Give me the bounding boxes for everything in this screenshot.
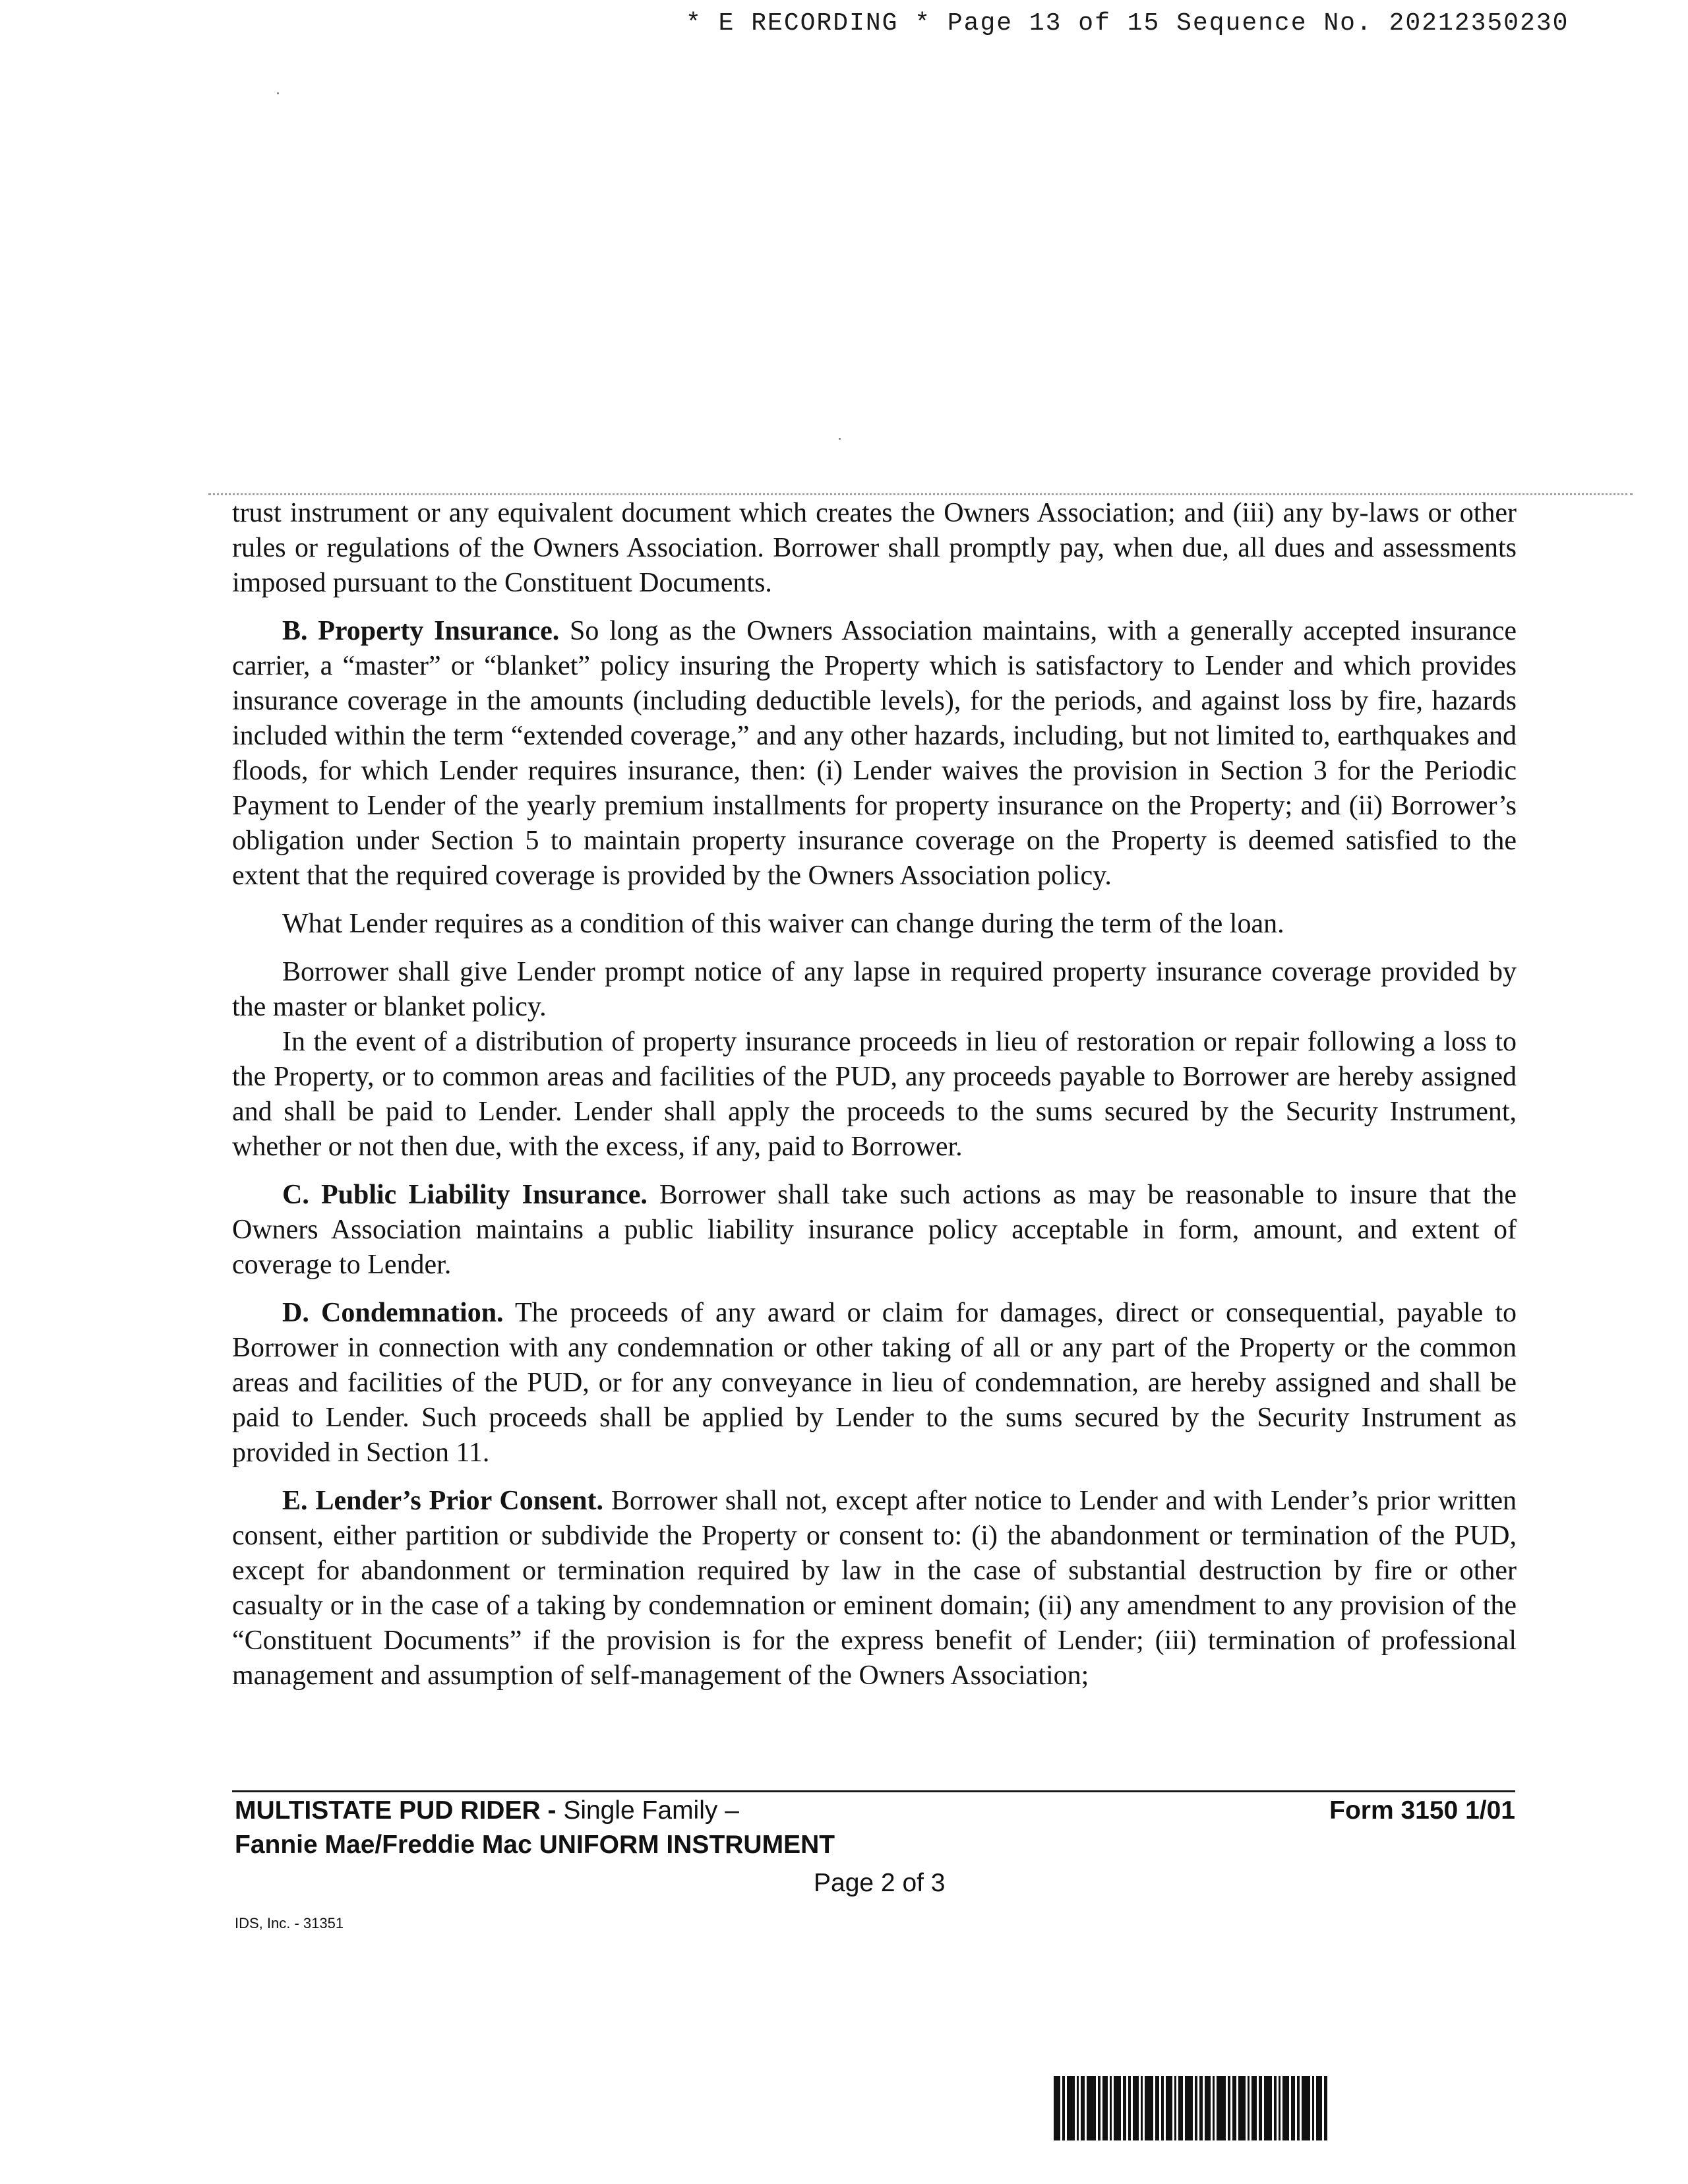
section-e-text: Borrower shall not, except after notice to Lender and with Lender’s prior written consent, either partition or subdivide the Property or consent to: (i) the abandonment or termination of the PUD, except for abandonment or termination required by law in the case of substantial destruction by fire or other casualty or in the case of a taking by condemnation or eminent domain; (ii) any amendment to any provision of the “Constituent Documents” if the provision is for the express benefit of Lender; (iii) termination of professional management and assumption of self-management of the Owners Association;: [232, 1486, 1517, 1691]
barcode-bar: [1098, 2076, 1100, 2140]
section-e-paragraph: [232, 1484, 1517, 1693]
section-b-text: So long as the Owners Association maintains, with a generally accepted insurance carrier, a “master” or “blanket” policy insuring the Property which is satisfactory to Lender and which provides insurance coverage in the amounts (including deductible levels), for the periods, and against loss by fire, hazards included within the term “extended coverage,” and any other hazards, including, but not limited to, earthquakes and floods, for which Lender requires insurance, then: (i) Lender waives the provision in Section 3 for the Periodic Payment to Lender of the yearly premium installments for property insurance on the Property; and (ii) Borrower’s obligation under Section 5 to maintain property insurance coverage on the Property is deemed satisfied to the extent that the required coverage is provided by the Owners Association policy.: [232, 616, 1517, 891]
barcode-bar: [1123, 2076, 1126, 2140]
barcode-bar: [1174, 2076, 1176, 2140]
section-b-heading: B. Property Insurance.: [282, 616, 560, 646]
barcode-bar: [1102, 2076, 1108, 2140]
barcode-bar: [1133, 2076, 1139, 2140]
document-body: [232, 496, 1517, 1693]
recording-header: * E RECORDING * Page 13 of 15 Sequence No. 20212350230: [686, 9, 1569, 38]
notice-paragraph: Borrower shall give Lender prompt notice of any lapse in required property insurance coverage provided by the master or blanket policy.: [232, 957, 1517, 1022]
barcode-bar: [1110, 2076, 1112, 2140]
footer-title-bold: MULTISTATE PUD RIDER -: [235, 1796, 557, 1825]
section-d-heading: D. Condemnation.: [282, 1298, 504, 1328]
barcode-bar: [1155, 2076, 1159, 2140]
barcode-bar: [1312, 2076, 1314, 2140]
scan-noise-line: [208, 484, 1633, 495]
footer-form-subtitle: Fannie Mae/Freddie Mac UNIFORM INSTRUMENT: [235, 1831, 835, 1859]
barcode-bar: [1087, 2076, 1096, 2140]
barcode-bar: [1161, 2076, 1164, 2140]
barcode-bar: [1264, 2076, 1272, 2140]
barcode-bar: [1114, 2076, 1121, 2140]
barcode-bar: [1195, 2076, 1197, 2140]
barcode-bar: [1077, 2076, 1079, 2140]
barcode-bar: [1213, 2076, 1215, 2140]
section-e-heading: E. Lender’s Prior Consent.: [282, 1486, 603, 1516]
barcode-bar: [1324, 2076, 1327, 2140]
barcode-bar: [1238, 2076, 1246, 2140]
barcode-bar: [1081, 2076, 1085, 2140]
barcode-bar: [1217, 2076, 1226, 2140]
section-b-paragraph: [232, 614, 1517, 894]
footer-title-light: Single Family –: [563, 1796, 739, 1825]
footer-page-number: Page 2 of 3: [814, 1869, 946, 1897]
barcode-bar: [1232, 2076, 1236, 2140]
barcode-bar: [1316, 2076, 1322, 2140]
barcode-bar: [1279, 2076, 1281, 2140]
barcode-bar: [1205, 2076, 1211, 2140]
barcode-bar: [1297, 2076, 1300, 2140]
section-c-text: Borrower shall take such actions as may be reasonable to insure that the Owners Association maintains a public liability insurance policy acceptable in form, amount, and extent of coverage to Lender.: [232, 1180, 1517, 1280]
barcode-bar: [1291, 2076, 1295, 2140]
footer-form-number: Form 3150 1/01: [1329, 1796, 1515, 1825]
scan-speck: [839, 438, 841, 440]
barcode: [1054, 2076, 1515, 2140]
scan-speck: [277, 92, 279, 94]
continuation-paragraph: trust instrument or any equivalent document which creates the Owners Association; and (iii) any by-laws or other rules or regulations of the Owners Association. Borrower shall promptly pay, when due, all dues and assessments imposed pursuant to the Constituent Documents.: [232, 498, 1517, 598]
barcode-bar: [1067, 2076, 1075, 2140]
footer-divider: [232, 1790, 1515, 1792]
footer-form-title: [235, 1796, 739, 1825]
barcode-bar: [1274, 2076, 1277, 2140]
barcode-bar: [1054, 2076, 1060, 2140]
section-d-paragraph: [232, 1296, 1517, 1471]
barcode-bar: [1062, 2076, 1065, 2140]
barcode-bar: [1141, 2076, 1143, 2140]
distribution-paragraph: In the event of a distribution of property insurance proceeds in lieu of restoration or repair following a loss to the Property, or to common areas and facilities of the PUD, any proceeds payable to Borrower are hereby assigned and shall be paid to Lender. Lender shall apply the proceeds to the sums secured by the Security Instrument, whether or not then due, with the excess, if any, paid to Borrower.: [232, 1027, 1517, 1162]
barcode-bar: [1248, 2076, 1250, 2140]
section-d-text: The proceeds of any award or claim for damages, direct or consequential, payable to Borrower in connection with any condemnation or other taking of all or any part of the Property or the common areas and facilities of the PUD, or for any conveyance in lieu of condemnation, are hereby assigned and shall be paid to Lender. Such proceeds shall be applied by Lender to the sums secured by the Security Instrument as provided in Section 11.: [232, 1298, 1517, 1468]
barcode-bar: [1228, 2076, 1230, 2140]
barcode-bar: [1185, 2076, 1193, 2140]
barcode-bar: [1178, 2076, 1183, 2140]
barcode-bar: [1199, 2076, 1203, 2140]
barcode-bar: [1282, 2076, 1289, 2140]
waiver-paragraph: What Lender requires as a condition of this waiver can change during the term of the loan.: [282, 909, 1284, 939]
footer-ids-code: IDS, Inc. - 31351: [235, 1915, 344, 1931]
barcode-bar: [1166, 2076, 1172, 2140]
barcode-bar: [1302, 2076, 1310, 2140]
barcode-bar: [1128, 2076, 1131, 2140]
section-c-heading: C. Public Liability Insurance.: [282, 1180, 648, 1210]
section-c-paragraph: [232, 1178, 1517, 1283]
barcode-bar: [1145, 2076, 1153, 2140]
barcode-bar: [1259, 2076, 1262, 2140]
barcode-bar: [1251, 2076, 1257, 2140]
